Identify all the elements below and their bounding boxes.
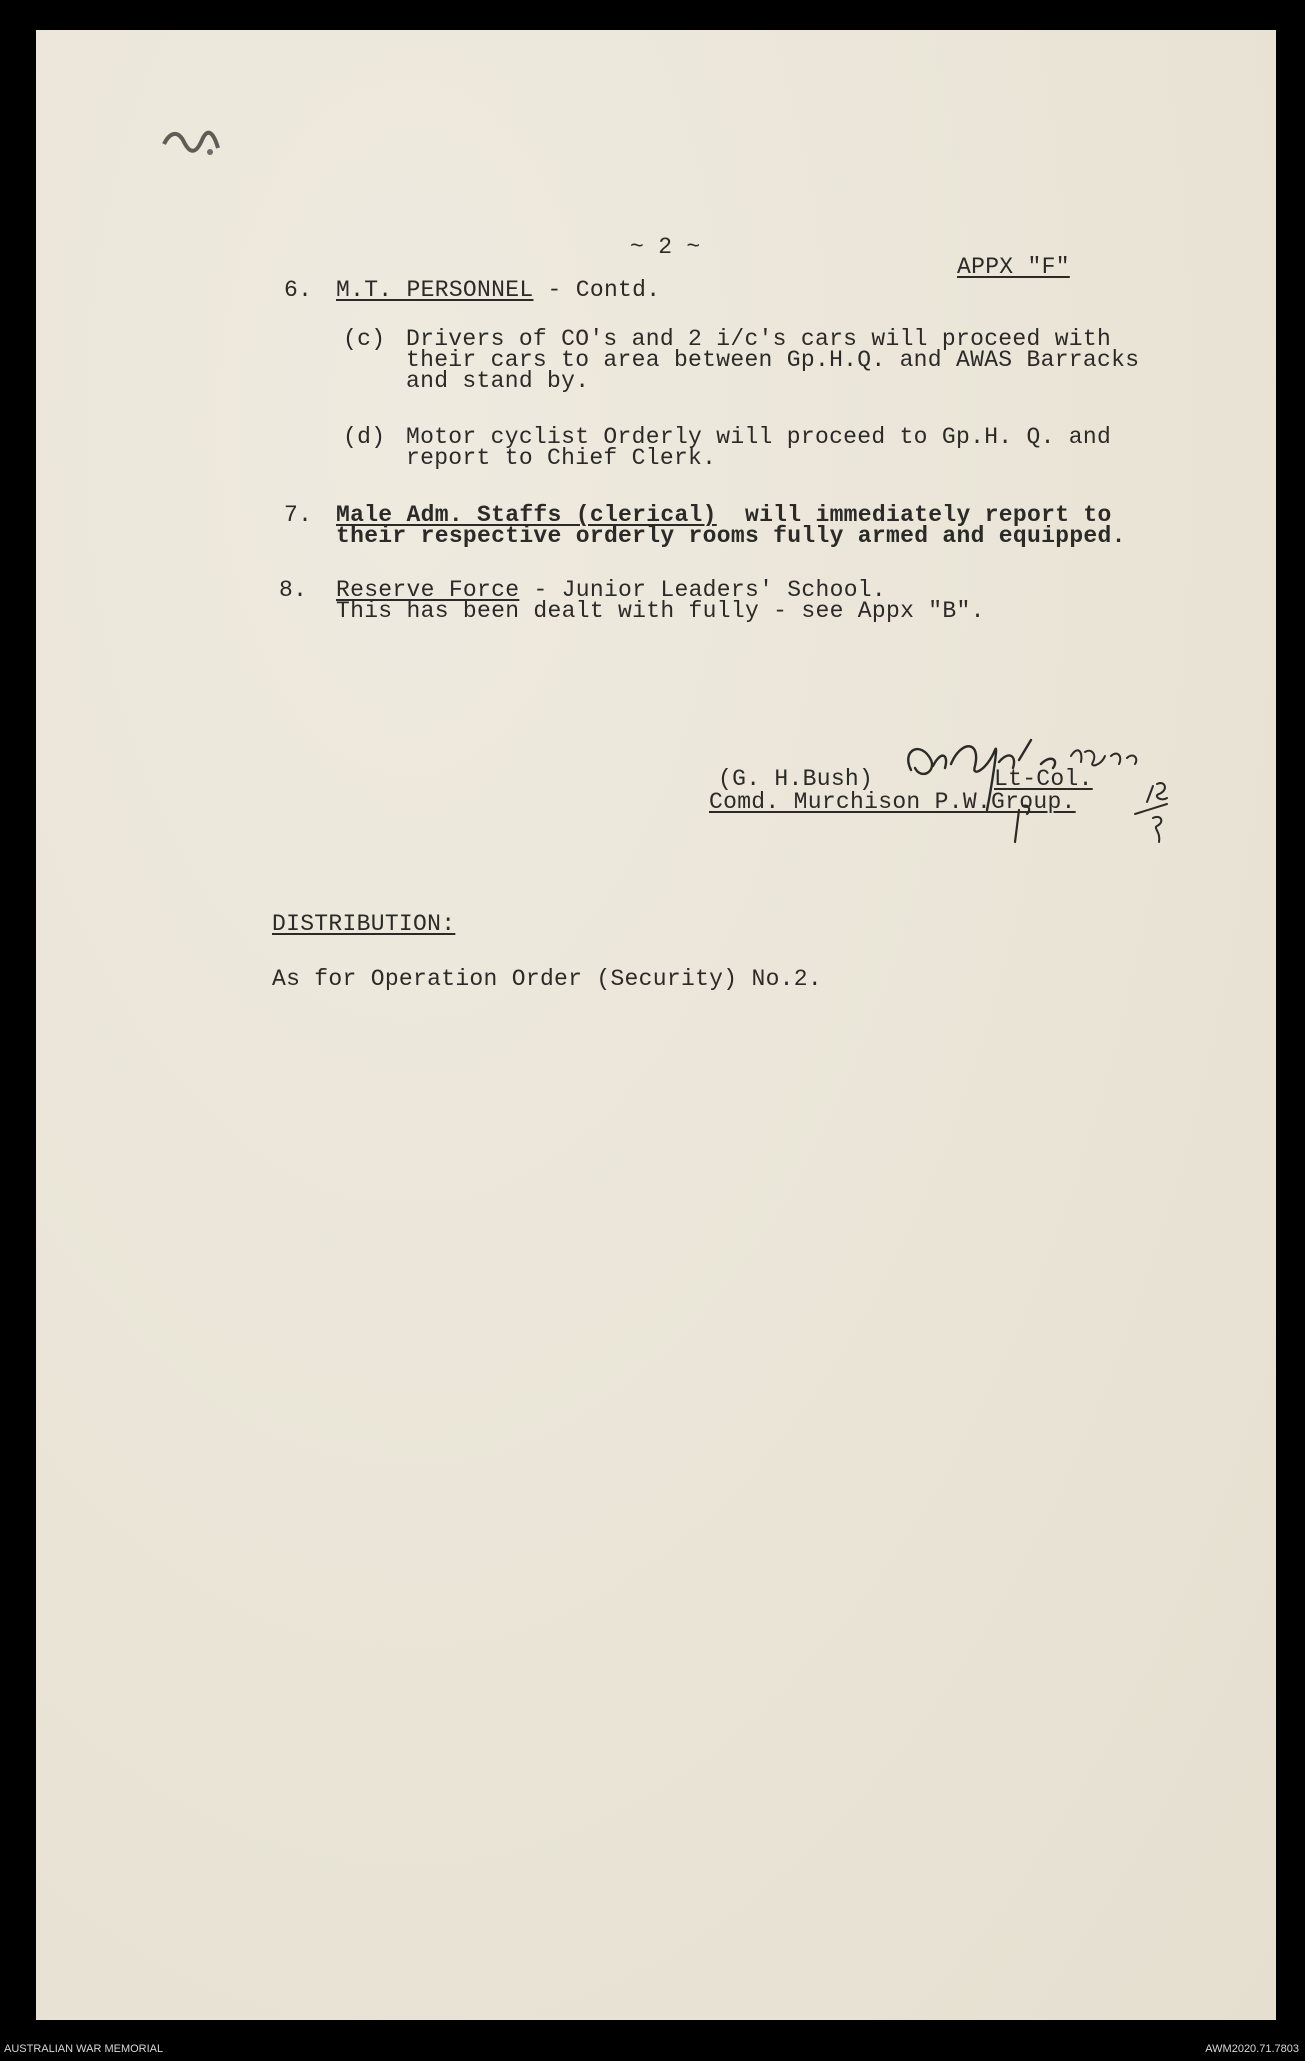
- section-7-line-1-rest: will immediately report to: [716, 502, 1112, 528]
- section-6-heading: M.T. PERSONNEL: [336, 277, 534, 303]
- footer-right: AWM2020.71.7803: [1205, 2043, 1299, 2055]
- signatory-name: (G. H.Bush): [718, 766, 874, 792]
- document-page: [36, 30, 1276, 2020]
- section-8-line-1-rest: - Junior Leaders' School.: [519, 577, 887, 603]
- section-6-heading-line: [336, 278, 660, 303]
- signatory-rank: Lt-Col.: [994, 766, 1093, 792]
- item-d-label: (d): [343, 424, 386, 450]
- signatory-title: Comd. Murchison P.W.Group.: [709, 789, 1076, 815]
- footer-left: AUSTRALIAN WAR MEMORIAL: [4, 2043, 164, 2055]
- section-8-line-2: This has been dealt with fully - see Appx "B".: [336, 598, 985, 624]
- item-c-line-1: Drivers of CO's and 2 i/c's cars will proceed with: [406, 326, 1112, 352]
- section-7-heading: Male Adm. Staffs (clerical): [336, 502, 717, 528]
- distribution-heading: DISTRIBUTION:: [272, 911, 456, 937]
- item-d-line-1: Motor cyclist Orderly will proceed to Gp.H. Q. and: [406, 424, 1112, 450]
- item-d-line-2: report to Chief Clerk.: [406, 445, 717, 471]
- item-c-line-2: their cars to area between Gp.H.Q. and AWAS Barracks: [406, 347, 1140, 373]
- page-number: ~ 2 ~: [630, 234, 701, 260]
- appendix-label: APPX "F": [957, 254, 1070, 280]
- section-8-heading: Reserve Force: [336, 577, 520, 603]
- section-8-number: 8.: [279, 577, 308, 603]
- ink-smudge-mark: [156, 122, 226, 162]
- item-c-line-3: and stand by.: [406, 368, 590, 394]
- section-6-heading-suffix: - Contd.: [533, 277, 661, 303]
- section-6-number: 6.: [284, 277, 313, 303]
- item-c-label: (c): [343, 326, 386, 352]
- section-7-number: 7.: [284, 502, 313, 528]
- distribution-text: As for Operation Order (Security) No.2.: [272, 966, 822, 992]
- section-7-line-2: their respective orderly rooms fully armed and equipped.: [336, 523, 1126, 549]
